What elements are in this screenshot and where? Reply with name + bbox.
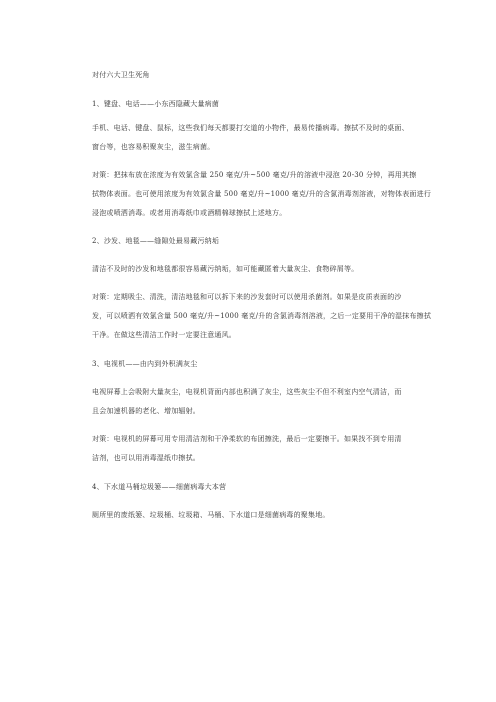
paragraph-line: 对策：定期吸尘、清洗，清洁地毯和可以拆下来的沙发套时可以使用杀菌剂。如果是皮质表面的沙 <box>92 293 402 301</box>
paragraph-line: 拭物体表面。也可使用浓度为有效氯含量 500 毫克/升~1000 毫克/升的含氯消毒剂溶液，对物体表面进行 <box>92 190 432 198</box>
paragraph-line: 厕所里的废纸篓、垃圾桶、垃圾箱、马桶、下水道口是细菌病毒的聚集地。 <box>92 511 330 519</box>
paragraph-line: 对策：电视机的屏幕可用专用清洁剂和干净柔软的布团擦洗，最后一定要擦干。如果找不到专用清 <box>92 435 402 443</box>
document-title: 对付六大卫生死角 <box>92 71 150 79</box>
section-heading-2: 2、沙发、地毯——缝隙处最易藏污纳垢 <box>92 237 220 245</box>
paragraph-line: 干净。在做这些清洁工作时一定要注意通风。 <box>92 331 236 339</box>
section-heading-4: 4、下水道马桶垃圾篓——细菌病毒大本营 <box>92 483 227 491</box>
paragraph-line: 对策：把抹布放在浓度为有效氯含量 250 毫克/升~500 毫克/升的溶液中浸泡 20-30 分钟，再用其擦 <box>92 171 417 179</box>
paragraph-line: 窗台等，也容易积聚灰尘，滋生病菌。 <box>92 143 215 151</box>
section-heading-3: 3、电视机——由内到外积满灰尘 <box>92 360 198 368</box>
paragraph-line: 洁剂，也可以用消毒湿纸巾擦拭。 <box>92 454 200 462</box>
paragraph-line: 清洁不及时的沙发和地毯都很容易藏污纳垢，如可能藏匿着大量灰尘、食物碎屑等。 <box>92 265 359 273</box>
paragraph-line: 手机、电话、键盘、鼠标，这些我们每天都要打交道的小物件，最易传播病毒。擦拭不及时的桌面、 <box>92 124 409 132</box>
paragraph-line: 浸泡或喷洒消毒。或者用消毒纸巾或酒精棉球擦拭上述地方。 <box>92 209 287 217</box>
section-heading-1: 1、键盘、电话——小东西隐藏大量病菌 <box>92 100 220 108</box>
paragraph-line: 且会加速机器的老化、增加辐射。 <box>92 407 200 415</box>
paragraph-line: 发，可以喷洒有效氯含量 500 毫克/升~1000 毫克/升的含氯消毒剂溶液，之后一定要用干净的湿抹布擦拭 <box>92 312 432 320</box>
paragraph-line: 电视屏幕上会吸附大量灰尘，电视机背面内部也积满了灰尘，这些灰尘不但不利室内空气清洁，而 <box>92 388 402 396</box>
